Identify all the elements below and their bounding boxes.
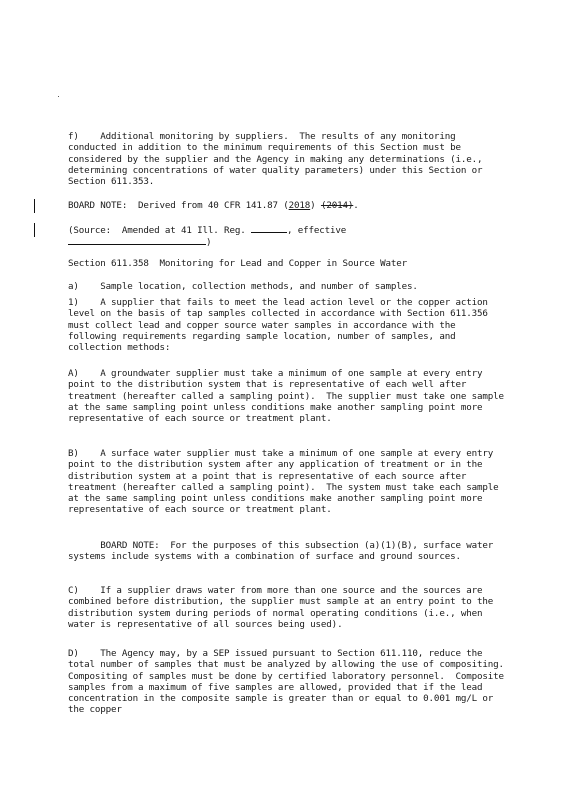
revision-bar bbox=[34, 199, 35, 213]
source-mid: , effective bbox=[286, 225, 347, 236]
subsection-a: a) Sample location, collection methods, and number of samples. bbox=[68, 281, 418, 292]
board-note-prefix: BOARD NOTE: Derived from 40 CFR 141.87 ( bbox=[68, 200, 289, 211]
board-note-struck-year: (2014) bbox=[320, 200, 354, 211]
revision-bar bbox=[34, 223, 35, 237]
source-prefix: (Source: Amended at 41 Ill. Reg. bbox=[68, 225, 251, 236]
board-note bbox=[68, 200, 508, 211]
subsection-aA: A) A groundwater supplier must take a minimum of one sample at every entry point to the distribution system that is representative of each well after treatment (hereafter called a sampling point). The supplier must take one sample at the same sampling point unless conditions make another sampling point more representative of each source or treatment plant. bbox=[68, 368, 510, 425]
board-note-2: BOARD NOTE: For the purposes of this subsection (a)(1)(B), surface water systems include systems with a combination of surface and ground sources. bbox=[68, 540, 499, 563]
section-heading: Section 611.358 Monitoring for Lead and Copper in Source Water bbox=[68, 258, 408, 269]
board-note-end: . bbox=[353, 200, 359, 211]
board-note-new-year: 2018 bbox=[288, 200, 311, 211]
register-blank bbox=[251, 224, 287, 233]
effective-date-blank bbox=[68, 236, 206, 245]
subsection-aC: C) If a supplier draws water from more than one source and the sources are combined before distribution, the supplier must sample at an entry point to the distribution system during periods of normal operating conditions (i.e., when water is representative of all sources being used). bbox=[68, 585, 499, 630]
board-note-mid: ) bbox=[310, 200, 316, 211]
subsection-a1: 1) A supplier that fails to meet the lead action level or the copper action level on the basis of tap samples collected in accordance with Section 611.356 must collect lead and copper source water samples in accordance with the following requirements regarding sample location, number of samples, and collection methods: bbox=[68, 297, 494, 354]
paragraph-f: f) Additional monitoring by suppliers. The results of any monitoring conducted in addition to the minimum requirements of this Section must be considered by the supplier and the Agency in making any determinations (i.e., determining concentrations of water quality parameters) under this Section or Section 611.353. bbox=[68, 131, 488, 188]
subsection-aB: B) A surface water supplier must take a minimum of one sample at every entry point to the distribution system after any application of treatment or in the distribution system at a point that is representative of each source after treatment (hereafter called a sampling point). The system must take each sample at the same sampling point unless conditions make another sampling point more representative of each source or treatment plant. bbox=[68, 448, 504, 516]
scan-speck bbox=[58, 96, 59, 97]
source-note bbox=[68, 224, 508, 249]
subsection-aD: D) The Agency may, by a SEP issued pursuant to Section 611.110, reduce the total number of samples that must be analyzed by allowing the use of compositing. Compositing of samples must be done by certified laboratory personnel. Composite samples from a maximum of five samples are allowed, provided that if the lead concentration in the composite sample is greater than or equal to 0.001 mg/L or the copper bbox=[68, 648, 515, 716]
source-end: ) bbox=[206, 237, 212, 249]
